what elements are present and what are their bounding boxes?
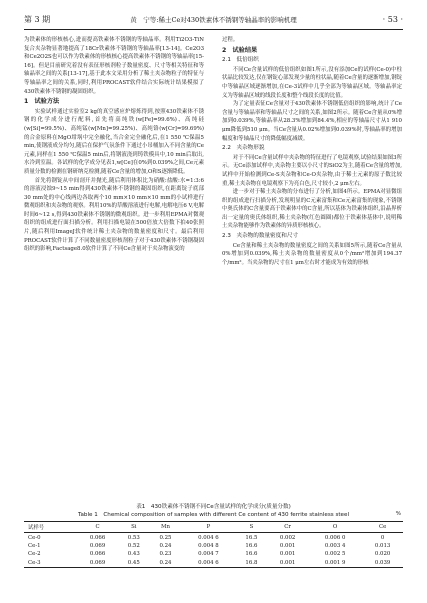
table-row xyxy=(24,542,403,550)
table-cell: 0.013 xyxy=(374,542,391,549)
header-cell: Ce xyxy=(378,524,387,531)
issue-number: 第 3 期 xyxy=(24,15,51,24)
table-row xyxy=(24,559,403,568)
header-cell: O xyxy=(332,524,338,531)
intro-paragraph: 为铁素体的形核核心,进而提高铁素体不锈钢的等轴晶率。利用Ti2O3-TiN复合夹杂物显著地提高了18Cr铁素体不锈钢的等轴晶率[13-14]。Ce2O3和Ce2O2S也可以作为铁素体的形核核心提高铁素体不锈钢的等轴晶率[15-16]。但是目前研究着没有表征形核剂粒子数量密度、尺寸等相关特征和等轴晶率之间的关系[13-17],基于此本文采用分析了稀土夹杂物粒子的特征与等轴晶率之间的关系,同时,利用PROCAST软件结合实际统计结果模拟了430铁素体不锈钢的凝固组织。 xyxy=(24,37,204,95)
header-cell: S xyxy=(249,524,254,531)
table-cell: 0.001 9 xyxy=(324,559,346,566)
table-cell: 16.6 xyxy=(245,551,258,558)
table-cell: 0.004 8 xyxy=(198,542,219,549)
table-cell: 16.5 xyxy=(245,534,258,541)
table-cell: 16.6 xyxy=(245,542,258,549)
table-cell: 0.066 xyxy=(89,534,106,541)
table-cell: Ce-0 xyxy=(28,534,41,541)
header-rule xyxy=(24,29,403,30)
header-cell: P xyxy=(206,524,211,531)
running-header xyxy=(24,12,403,28)
table-cell: 0.003 4 xyxy=(324,542,346,549)
table-cell: 0.004 6 xyxy=(198,559,219,566)
composition-table xyxy=(24,521,403,568)
table-cell: 0.53 xyxy=(127,534,140,541)
table-cell: 0.002 xyxy=(279,534,296,541)
subsection-2-3-paragraph-1: Ce含量和稀土夹杂物的数量密度之间的关系如图5所示,随着Ce含量从0%增加到0.039%,稀土夹杂物的数量密度从0个/mm²增加到194.37个/mm²。当夹杂物的尺寸在1 μm左右时才能成为有效的形核 xyxy=(222,242,402,266)
header-cell: 试样号 xyxy=(28,525,45,532)
table-cell: 0.069 xyxy=(89,559,106,566)
table-unit: % xyxy=(395,511,401,517)
table-cell: 0.24 xyxy=(159,542,172,549)
right-column xyxy=(222,36,402,267)
table-cell: 16.8 xyxy=(245,559,258,566)
table-row xyxy=(24,550,403,558)
subsection-2-2-paragraph-2: 进一步对于稀土夹杂物的分布进行了分析,如图4所示。EPMA对显微组织的组成进行扫描分析,发现明显的C元素富集和Ce元素富集的现象,不锈钢中奥氏体的C含量要高于铁素体中的C含量,所以基体为铁素体组织,沿晶界析出一定量的奥氏体组织,稀土夹杂物(红色圆圈)都位于铁素体基体中,说明稀土夹杂物能够作为铁素体的异质形核核心。 xyxy=(222,189,402,230)
section-1-title: 1 试验方法 xyxy=(24,98,60,106)
table-cell: 0.001 xyxy=(279,542,296,549)
table-cell: 0.020 xyxy=(374,551,391,558)
table-header-row xyxy=(24,522,403,533)
table-1 xyxy=(24,503,403,568)
header-cell: Mn xyxy=(160,524,170,531)
table-cell: 0 xyxy=(380,534,385,541)
table-cell: Ce-2 xyxy=(28,551,41,558)
table-cell: 0.006 0 xyxy=(324,534,346,541)
section-2-title: 2 试验结果 xyxy=(222,46,258,54)
table-row xyxy=(24,533,403,542)
running-title: 黄 宁等:稀土Ce对430铁素体不锈钢等轴晶率的影响机理 xyxy=(130,16,297,24)
table-cell: 0.069 xyxy=(89,542,106,549)
table-cell: Ce-1 xyxy=(28,542,41,549)
table-cell: 0.23 xyxy=(159,551,172,558)
table-cell: 0.001 xyxy=(279,551,296,558)
header-cell: C xyxy=(95,524,100,531)
header-cell: Si xyxy=(131,524,137,531)
table-cell: 0.45 xyxy=(127,559,140,566)
table-cell: 0.004 7 xyxy=(198,551,219,558)
header-cell: Cr xyxy=(284,524,291,531)
table-cell: 0.24 xyxy=(159,559,172,566)
method-paragraph-2: 首先将钢锭从中间剖开并抛光,随后利用体积比为硝酸:盐酸:水=1:3:6的溶液浸蚀9~15 min得到430铁素体不锈钢的凝固组织,在距离锭子底部30 mm处的中心线两边各取两个10 mm×10 mm×10 mm的小试样进行微观组织和夹杂物的观察。利用10%的草酸溶液进行电解,电解电压6 V,电解时间6~12 s,得到430铁素体不锈钢的微观组织。进一步利用EPMA对微观组织的组成进行面扫描分析。利用扫描电镜在500倍放大倍数下拍40张照片,随后利用ImageJ软件统计稀土夹杂物的数量密度和尺寸。最后利用PROCAST软件计算了不同数量密度形核剂粒子对于430铁素体不锈钢凝固组织的影响,Factsage8.0软件计算了不同Ce含量对于夹杂物演变的 xyxy=(24,177,204,253)
table-cell: Ce-3 xyxy=(28,559,41,566)
method-paragraph-1: 实验试样通过实验室2 kg的真空感应炉熔炼得到,按照430铁素体不锈钢的化学成分进行配料,首先将高纯铁(w[Fe]=99.6%)、高纯硅(w[Si]=99.5%)、高纯锰(w[Mn]=99.25%)、高纯铬(w[Cr]=99.69%)的合金原料在MgO坩埚中完全融化,当合金完全融化后,在1 550 ℃保温5 min,使钢液成分均匀,随后在保护气氛条件下通过小吊桶加入不同含量的Ce元素,同样在1 550 ℃保温5 min后,将钢液浇到铸铁模具中,10 min后取出,水冷到室温。各试样的化学成分见表1,w[Ce]在0%到0.039%之间,Ce元素质量分数的检测在钢研纳克检测,随着Ce含量的增加,O和S逐渐降低。 xyxy=(24,108,204,175)
table-cell: 0.43 xyxy=(127,551,140,558)
subsection-2-1-paragraph-2: 为了定量表征Ce含量对于430铁素体不锈钢低倍组织的影响,统计了Ce含量与等轴晶率和等轴晶尺寸之间的关系,如图2所示。随着Ce含量从0%增加到0.039%,等轴晶率从28.3%增加到84.4%,相应的等轴晶尺寸从1 910 μm降低到510 μm。当Ce含量从0.02%增加到0.039%时,等轴晶率的增加幅度和等轴晶尺寸的降低幅度减缓。 xyxy=(222,101,402,142)
subsection-2-1-paragraph-1: 不同Ce含量试样的低倍组织如图1所示,没有添加Ce的试样(Ce-0)中柱状晶比较发达,仅在钢锭心部发现少量的柱状晶,随着Ce含量的逐渐增加,钢锭中等轴晶区域逐渐增加,在Ce-3试样中几乎全部为等轴晶区域。等轴晶率定义为等轴晶区域的线段长度和整个线段长度的比值。 xyxy=(222,66,402,99)
subsection-2-3-title: 2.3 夹杂物的数量密度和尺寸 xyxy=(222,233,299,240)
table-caption-cn: 表1 430铁素体不锈钢不同Ce含量试样的化学成分(质量分数) xyxy=(136,504,291,510)
table-cell: 0.25 xyxy=(159,534,172,541)
table-caption-en: Table 1 Chemical composition of samples with different Ce content of 430 ferrite stainless steel xyxy=(78,512,349,518)
table-cell: 0.004 6 xyxy=(198,534,219,541)
continued-text: 过程。 xyxy=(222,37,239,43)
table-cell: 0.001 xyxy=(279,559,296,566)
left-column xyxy=(24,36,204,254)
page-number: · 53 · xyxy=(382,15,403,24)
table-cell: 0.066 xyxy=(89,551,106,558)
table-cell: 0.039 xyxy=(374,559,391,566)
subsection-2-1-title: 2.1 低倍组织 xyxy=(222,57,259,64)
table-cell: 0.52 xyxy=(127,542,140,549)
table-cell: 0.002 5 xyxy=(324,551,346,558)
subsection-2-2-paragraph-1: 对于不同Ce含量试样中夹杂物的特征进行了电镜观察,试验结果如图3所示。无Ce添加试样中,夹杂物主要以小尺寸的SiO2为主,随着Ce含量的增加,试样中开始检测到Ce-S夹杂物和Ce-O夹杂物,由于稀土元素的原子数比较重,稀土夹杂物在电镜观察下为亮白色,尺寸较小,2 μm左右。 xyxy=(222,154,402,187)
subsection-2-2-title: 2.2 夹杂物形貌 xyxy=(222,145,265,152)
